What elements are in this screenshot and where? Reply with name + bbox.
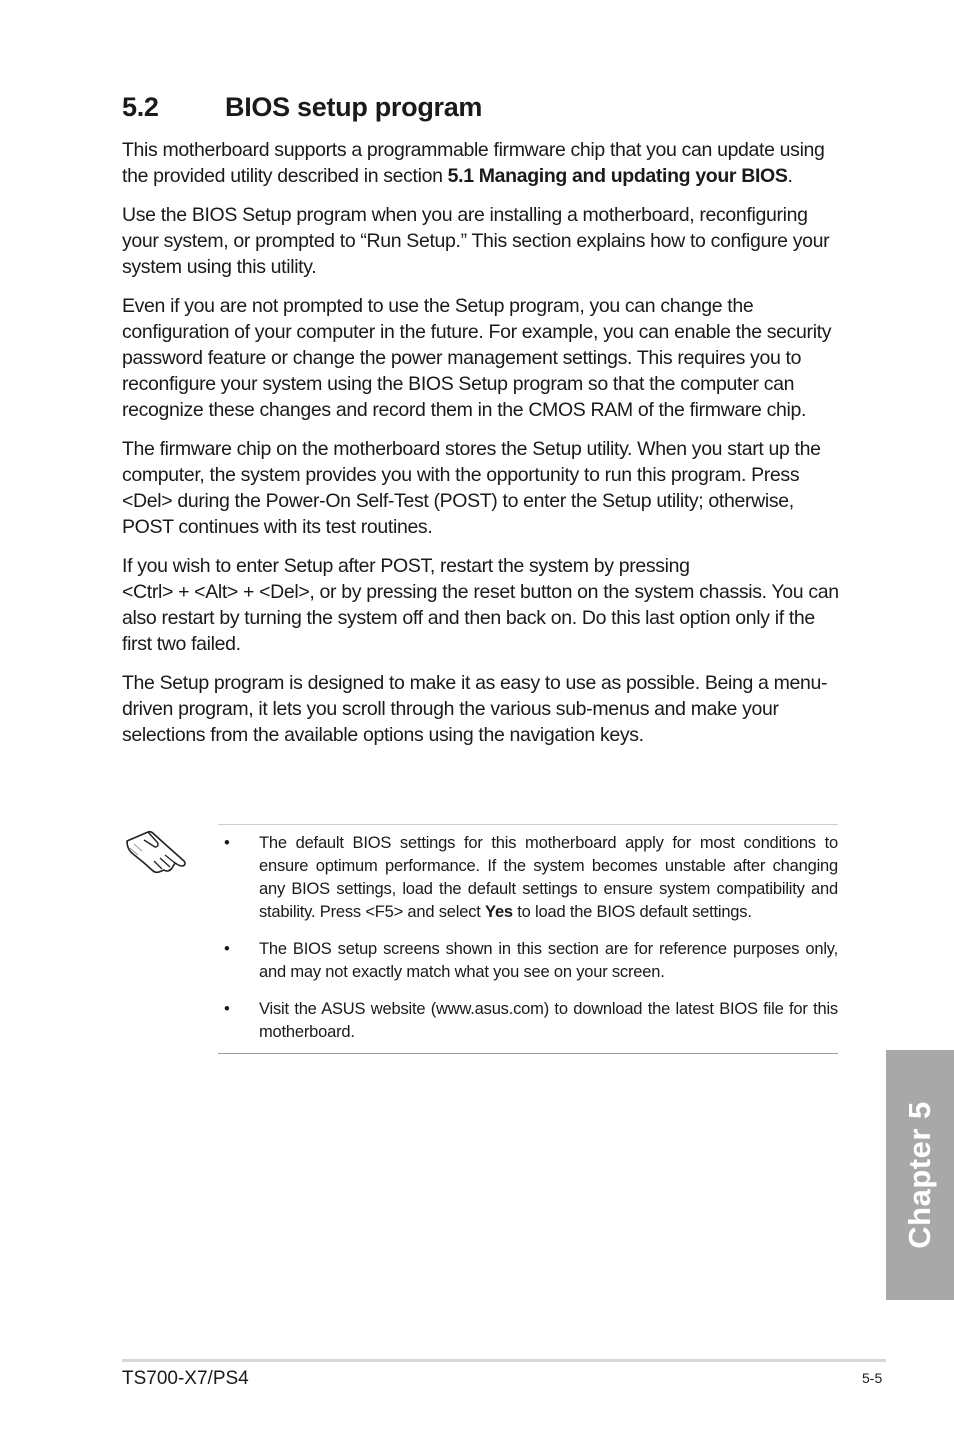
chapter-side-tab xyxy=(886,1050,954,1300)
paragraph-restart-line1: If you wish to enter Setup after POST, restart the system by pressing xyxy=(122,555,690,577)
note-item-bold: Yes xyxy=(485,903,513,921)
note-item-text: The BIOS setup screens shown in this section are for reference purposes only, and may not exactly match what you see on your screen. xyxy=(259,940,838,981)
body-text xyxy=(122,137,842,761)
paragraph-restart-rest: <Ctrl> + <Alt> + <Del>, or by pressing the reset button on the system chassis. You can also restart by turning the system off and then back on. Do this last option only if the first two failed. xyxy=(122,581,839,655)
paragraph-navigation: The Setup program is designed to make it as easy to use as possible. Being a menu-driven program, it lets you scroll through the various sub-menus and make your selections from the available options using the navigation keys. xyxy=(122,672,828,746)
paragraph-configuration: Even if you are not prompted to use the Setup program, you can change the configuration of your computer in the future. For example, you can enable the security password feature or change the power management settings. This requires you to reconfigure your system using the BIOS Setup program so that the computer can recognize these changes and record them in the CMOS RAM of the firmware chip. xyxy=(122,295,832,421)
section-heading xyxy=(122,92,482,123)
note-item-text: The default BIOS settings for this motherboard apply for most conditions to ensure optimum performance. If the system becomes unstable after changing any BIOS settings, load the default settings to ensure system compatibility and stability. Press <F5> and select xyxy=(259,834,838,921)
footer-page-number: 5-5 xyxy=(862,1370,883,1386)
section-number: 5.2 xyxy=(122,92,159,122)
note-list xyxy=(218,832,838,1044)
note-item-default-settings xyxy=(218,832,838,924)
paragraph-firmware: The firmware chip on the motherboard stores the Setup utility. When you start up the computer, the system provides you with the opportunity to run this program. Press <Del> during the Power-On Self-Test (POST) to enter the Setup utility; otherwise, POST continues with its test routines. xyxy=(122,438,821,538)
section-title: BIOS setup program xyxy=(225,92,483,122)
hand-note-icon xyxy=(124,828,188,876)
bullet: • xyxy=(224,1000,230,1018)
note-item-asus-website xyxy=(218,998,838,1044)
bullet: • xyxy=(224,834,230,852)
chapter-tab-label: Chapter 5 xyxy=(902,1101,937,1249)
bullet: • xyxy=(224,940,230,958)
footer-model: TS700-X7/PS4 xyxy=(122,1368,249,1389)
paragraph-usage: Use the BIOS Setup program when you are installing a motherboard, reconfiguring your system, or prompted to “Run Setup.” This section explains how to configure your system using this utility. xyxy=(122,204,830,278)
note-box xyxy=(218,824,838,1054)
section-reference: 5.1 Managing and updating your BIOS xyxy=(447,165,788,187)
paragraph-intro-text: This motherboard supports a programmable firmware chip that you can update using the provided utility described in section xyxy=(122,139,825,187)
paragraph-intro xyxy=(122,137,842,189)
note-item-reference-screens xyxy=(218,938,838,984)
paragraph-intro-end: . xyxy=(787,165,793,187)
note-item-text-end: to load the BIOS default settings. xyxy=(512,903,752,921)
footer-divider xyxy=(122,1359,886,1362)
paragraph-restart xyxy=(122,553,842,657)
note-item-text: Visit the ASUS website (www.asus.com) to download the latest BIOS file for this motherboard. xyxy=(259,1000,838,1041)
